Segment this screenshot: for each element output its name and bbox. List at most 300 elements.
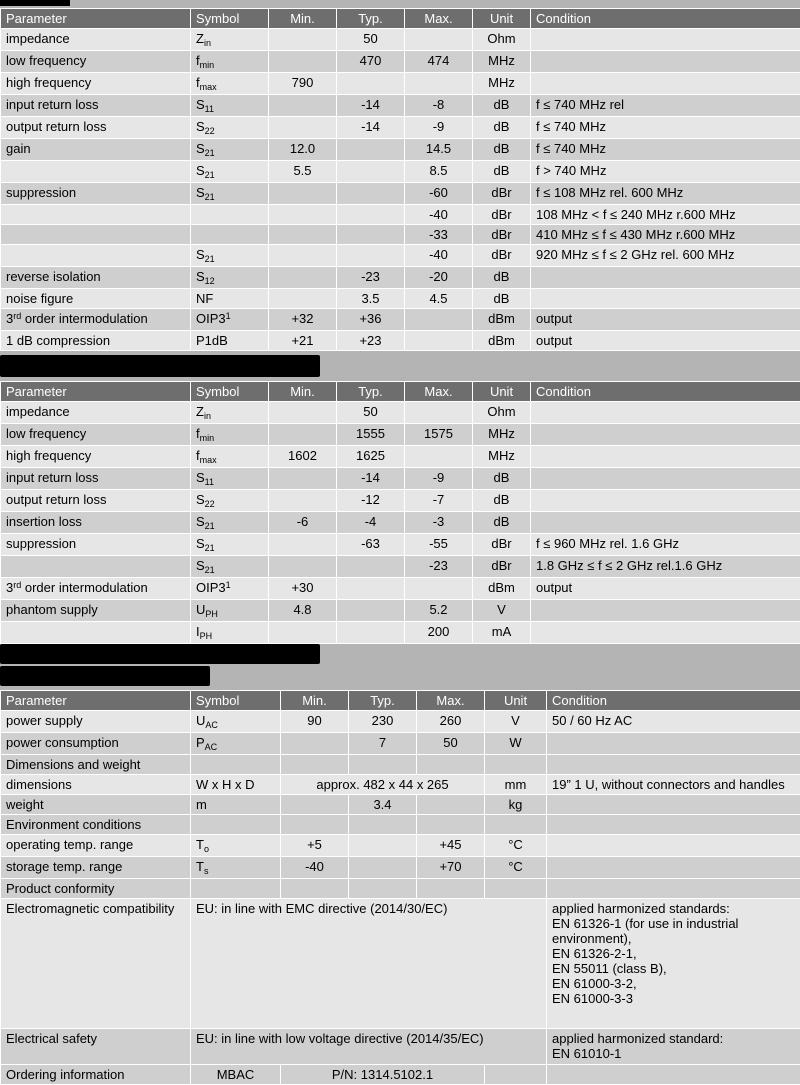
table-row <box>1 267 800 289</box>
cell-max: 14.5 <box>405 139 473 161</box>
cell-condition: f ≤ 108 MHz rel. 600 MHz <box>531 183 800 205</box>
cell-unit: MHz <box>473 424 531 446</box>
cell-condition: f ≤ 740 MHz <box>531 139 800 161</box>
cell-min: 12.0 <box>269 139 337 161</box>
cell-condition <box>531 446 800 468</box>
cell-symbol: W x H x D <box>191 775 281 795</box>
section-label: Environment conditions <box>1 815 191 835</box>
table-row <box>1 331 800 351</box>
cell-parameter: storage temp. range <box>1 857 191 879</box>
cell-typ <box>337 556 405 578</box>
cell-parameter: phantom supply <box>1 600 191 622</box>
cell-min: -6 <box>269 512 337 534</box>
cell-condition <box>531 289 800 309</box>
cell-unit: dBr <box>473 534 531 556</box>
section-header-row <box>1 815 800 835</box>
cell-parameter: high frequency <box>1 73 191 95</box>
cell-min <box>281 733 349 755</box>
cell-condition: f ≤ 960 MHz rel. 1.6 GHz <box>531 534 800 556</box>
section-label: Product conformity <box>1 879 191 899</box>
section-filler <box>349 879 417 899</box>
cell-symbol: $I_{PH}$ <box>191 622 269 644</box>
cell-max <box>405 29 473 51</box>
cell-symbol: $S_{21}$ <box>191 139 269 161</box>
cell-unit: W <box>485 733 547 755</box>
cell-max: 1575 <box>405 424 473 446</box>
cell-parameter: power supply <box>1 711 191 733</box>
cell-parameter: low frequency <box>1 424 191 446</box>
cell-symbol: $f_{max}$ <box>191 446 269 468</box>
cell-typ: 470 <box>337 51 405 73</box>
cell-min: 4.8 <box>269 600 337 622</box>
cell-condition: output <box>531 331 800 351</box>
cell-unit: MHz <box>473 51 531 73</box>
cell-parameter: input return loss <box>1 468 191 490</box>
col-max: Max. <box>417 691 485 711</box>
cell-parameter: noise figure <box>1 289 191 309</box>
cell-typ: -4 <box>337 512 405 534</box>
table-3-body <box>1 691 800 1085</box>
cell-condition <box>531 402 800 424</box>
cell-typ <box>337 161 405 183</box>
table-row <box>1 161 800 183</box>
cell-condition <box>531 490 800 512</box>
cell-typ: +23 <box>337 331 405 351</box>
cell-condition: 108 MHz < f ≤ 240 MHz r.600 MHz <box>531 205 800 225</box>
table-row <box>1 424 800 446</box>
cell-unit: dBm <box>473 578 531 600</box>
cell-max: 260 <box>417 711 485 733</box>
col-max: Max. <box>405 9 473 29</box>
cell-parameter: insertion loss <box>1 512 191 534</box>
cell-unit: V <box>473 600 531 622</box>
redaction-block <box>0 355 320 377</box>
cell-directive: EU: in line with low voltage directive (2014/35/EC) <box>191 1029 547 1065</box>
cell-parameter: 3rd order intermodulation <box>1 578 191 600</box>
cell-symbol: $Z_{in}$ <box>191 402 269 424</box>
table-row <box>1 29 800 51</box>
cell-unit: dB <box>473 161 531 183</box>
cell-min: 90 <box>281 711 349 733</box>
cell-typ: 3.4 <box>349 795 417 815</box>
cell-min <box>269 556 337 578</box>
table-row <box>1 556 800 578</box>
cell-parameter <box>1 205 191 225</box>
col-min: Min. <box>269 9 337 29</box>
table-row <box>1 622 800 644</box>
table-row <box>1 73 800 95</box>
table-row-dimensions <box>1 775 800 795</box>
cell-max: -23 <box>405 556 473 578</box>
cell-condition: f ≤ 740 MHz rel <box>531 95 800 117</box>
cell-min <box>281 795 349 815</box>
cell-parameter: Electromagnetic compatibility <box>1 899 191 1029</box>
cell-parameter: dimensions <box>1 775 191 795</box>
section-filler <box>191 879 281 899</box>
cell-condition <box>531 622 800 644</box>
table-2-body <box>1 382 800 644</box>
ordering-part-number: P/N: 1314.5102.1 <box>281 1065 485 1085</box>
cell-symbol: m <box>191 795 281 815</box>
cell-parameter <box>1 622 191 644</box>
col-unit: Unit <box>473 382 531 402</box>
cell-max: -9 <box>405 468 473 490</box>
cell-parameter: 1 dB compression <box>1 331 191 351</box>
cell-condition <box>531 51 800 73</box>
section-filler <box>485 879 547 899</box>
cell-typ: 50 <box>337 29 405 51</box>
cell-condition <box>547 795 800 815</box>
cell-condition <box>547 857 800 879</box>
table-row <box>1 51 800 73</box>
table-row <box>1 578 800 600</box>
cell-max: -55 <box>405 534 473 556</box>
cell-min <box>269 402 337 424</box>
cell-unit: dB <box>473 490 531 512</box>
cell-typ: 230 <box>349 711 417 733</box>
cell-parameter: output return loss <box>1 490 191 512</box>
redaction-block <box>0 644 320 664</box>
cell-typ: 3.5 <box>337 289 405 309</box>
cell-unit: dB <box>473 468 531 490</box>
cell-typ: -14 <box>337 117 405 139</box>
col-symbol: Symbol <box>191 691 281 711</box>
col-parameter: Parameter <box>1 691 191 711</box>
section-filler <box>191 755 281 775</box>
cell-parameter <box>1 225 191 245</box>
cell-typ: 50 <box>337 402 405 424</box>
cell-unit: °C <box>485 835 547 857</box>
col-condition: Condition <box>531 382 800 402</box>
cell-symbol: $S_{21}$ <box>191 245 269 267</box>
table-row-conformity <box>1 1029 800 1065</box>
table-row <box>1 225 800 245</box>
section-filler <box>417 879 485 899</box>
cell-condition <box>547 733 800 755</box>
cell-min <box>269 424 337 446</box>
cell-symbol: $S_{21}$ <box>191 512 269 534</box>
cell-typ <box>337 139 405 161</box>
cell-typ: 1555 <box>337 424 405 446</box>
table-row <box>1 490 800 512</box>
cell-typ: -63 <box>337 534 405 556</box>
cell-parameter: operating temp. range <box>1 835 191 857</box>
cell-symbol: $OIP3^1$ <box>191 309 269 331</box>
cell-typ: -23 <box>337 267 405 289</box>
section-filler <box>547 815 800 835</box>
col-unit: Unit <box>485 691 547 711</box>
table-row <box>1 183 800 205</box>
cell-parameter: Electrical safety <box>1 1029 191 1065</box>
redacted-heading-band-1 <box>0 351 800 381</box>
section-filler <box>281 815 349 835</box>
col-symbol: Symbol <box>191 382 269 402</box>
cell-unit: Ohm <box>473 402 531 424</box>
cell-symbol <box>191 225 269 245</box>
col-typ: Typ. <box>349 691 417 711</box>
cell-max: +70 <box>417 857 485 879</box>
cell-typ <box>337 205 405 225</box>
cell-parameter: impedance <box>1 402 191 424</box>
cell-min: 790 <box>269 73 337 95</box>
ordering-code: MBAC <box>191 1065 281 1085</box>
cell-condition <box>531 424 800 446</box>
cell-condition: output <box>531 309 800 331</box>
cell-parameter: reverse isolation <box>1 267 191 289</box>
table-row <box>1 512 800 534</box>
cell-min <box>269 95 337 117</box>
cell-unit: mm <box>485 775 547 795</box>
col-condition: Condition <box>547 691 800 711</box>
cell-unit: dBm <box>473 331 531 351</box>
col-typ: Typ. <box>337 9 405 29</box>
cell-standards: applied harmonized standard: EN 61010-1 <box>547 1029 800 1065</box>
top-redacted-band <box>0 0 800 8</box>
cell-min: 5.5 <box>269 161 337 183</box>
ordering-filler <box>547 1065 800 1085</box>
cell-max: 8.5 <box>405 161 473 183</box>
section-filler <box>191 815 281 835</box>
cell-typ: -12 <box>337 490 405 512</box>
table-row <box>1 534 800 556</box>
cell-typ <box>337 225 405 245</box>
cell-min <box>269 534 337 556</box>
cell-min <box>269 51 337 73</box>
cell-min <box>269 490 337 512</box>
table-1-body <box>1 9 800 351</box>
table-row <box>1 468 800 490</box>
cell-min: +32 <box>269 309 337 331</box>
cell-typ: 1625 <box>337 446 405 468</box>
cell-symbol: $f_{min}$ <box>191 51 269 73</box>
cell-typ <box>349 835 417 857</box>
cell-typ: -14 <box>337 468 405 490</box>
col-min: Min. <box>281 691 349 711</box>
table-row <box>1 205 800 225</box>
cell-symbol: $S_{12}$ <box>191 267 269 289</box>
section-filler <box>547 755 800 775</box>
section-filler <box>485 815 547 835</box>
cell-max: -7 <box>405 490 473 512</box>
cell-unit: mA <box>473 622 531 644</box>
cell-condition <box>531 600 800 622</box>
cell-condition: f > 740 MHz <box>531 161 800 183</box>
col-unit: Unit <box>473 9 531 29</box>
cell-min <box>269 117 337 139</box>
cell-typ <box>337 600 405 622</box>
cell-condition: 410 MHz ≤ f ≤ 430 MHz r.600 MHz <box>531 225 800 245</box>
col-parameter: Parameter <box>1 9 191 29</box>
cell-symbol: NF <box>191 289 269 309</box>
cell-typ <box>349 857 417 879</box>
cell-typ: 7 <box>349 733 417 755</box>
section-filler <box>349 755 417 775</box>
cell-max <box>405 446 473 468</box>
cell-symbol: $T_o$ <box>191 835 281 857</box>
cell-condition: f ≤ 740 MHz <box>531 117 800 139</box>
cell-parameter: low frequency <box>1 51 191 73</box>
section-filler <box>417 755 485 775</box>
cell-typ: +36 <box>337 309 405 331</box>
col-condition: Condition <box>531 9 800 29</box>
cell-min <box>269 245 337 267</box>
cell-min: +30 <box>269 578 337 600</box>
table-row <box>1 309 800 331</box>
cell-max <box>405 402 473 424</box>
cell-max: -9 <box>405 117 473 139</box>
table-row <box>1 835 800 857</box>
cell-condition <box>531 512 800 534</box>
section-filler <box>417 815 485 835</box>
cell-symbol: P1dB <box>191 331 269 351</box>
table-3-header-row <box>1 691 800 711</box>
table-row <box>1 117 800 139</box>
cell-unit: dBr <box>473 556 531 578</box>
cell-max <box>405 331 473 351</box>
cell-max: 474 <box>405 51 473 73</box>
cell-unit: Ohm <box>473 29 531 51</box>
table-row <box>1 711 800 733</box>
cell-symbol: $f_{max}$ <box>191 73 269 95</box>
cell-min <box>269 289 337 309</box>
cell-min <box>269 29 337 51</box>
ordering-label: Ordering information <box>1 1065 191 1085</box>
cell-max: 200 <box>405 622 473 644</box>
section-label: Dimensions and weight <box>1 755 191 775</box>
cell-symbol: $T_s$ <box>191 857 281 879</box>
section-header-row <box>1 879 800 899</box>
col-max: Max. <box>405 382 473 402</box>
cell-typ <box>337 73 405 95</box>
cell-max: -40 <box>405 245 473 267</box>
table-row <box>1 600 800 622</box>
cell-typ <box>337 622 405 644</box>
cell-max <box>417 795 485 815</box>
cell-max: -8 <box>405 95 473 117</box>
cell-symbol: $S_{11}$ <box>191 95 269 117</box>
table-row <box>1 402 800 424</box>
cell-condition: 920 MHz ≤ f ≤ 2 GHz rel. 600 MHz <box>531 245 800 267</box>
spec-table-1 <box>0 8 800 351</box>
cell-parameter: suppression <box>1 183 191 205</box>
cell-symbol: $OIP3^1$ <box>191 578 269 600</box>
cell-typ <box>337 245 405 267</box>
cell-unit: MHz <box>473 73 531 95</box>
section-filler <box>281 755 349 775</box>
cell-unit: dBm <box>473 309 531 331</box>
table-row <box>1 795 800 815</box>
cell-condition <box>531 73 800 95</box>
cell-max: -33 <box>405 225 473 245</box>
cell-unit: °C <box>485 857 547 879</box>
cell-max <box>405 73 473 95</box>
col-typ: Typ. <box>337 382 405 402</box>
cell-condition: output <box>531 578 800 600</box>
ordering-filler <box>485 1065 547 1085</box>
cell-unit: dB <box>473 267 531 289</box>
cell-unit: dBr <box>473 183 531 205</box>
cell-parameter: input return loss <box>1 95 191 117</box>
section-filler <box>485 755 547 775</box>
table-row <box>1 139 800 161</box>
cell-max <box>405 309 473 331</box>
cell-max: 50 <box>417 733 485 755</box>
cell-symbol: $S_{22}$ <box>191 117 269 139</box>
cell-symbol: $P_{AC}$ <box>191 733 281 755</box>
section-filler <box>547 879 800 899</box>
table-row <box>1 289 800 309</box>
cell-parameter <box>1 245 191 267</box>
cell-min <box>269 468 337 490</box>
cell-condition: 19” 1 U, without connectors and handles <box>547 775 800 795</box>
cell-parameter: output return loss <box>1 117 191 139</box>
ordering-information-row <box>1 1065 800 1085</box>
cell-parameter <box>1 556 191 578</box>
section-filler <box>349 815 417 835</box>
table-row <box>1 733 800 755</box>
cell-min <box>269 205 337 225</box>
cell-unit: dB <box>473 139 531 161</box>
cell-min: +21 <box>269 331 337 351</box>
cell-min: -40 <box>281 857 349 879</box>
cell-unit: dB <box>473 95 531 117</box>
table-row <box>1 446 800 468</box>
cell-condition <box>531 29 800 51</box>
cell-max: -60 <box>405 183 473 205</box>
cell-symbol: $S_{21}$ <box>191 183 269 205</box>
cell-condition <box>531 267 800 289</box>
cell-max: 4.5 <box>405 289 473 309</box>
redacted-heading-band-2 <box>0 644 800 690</box>
cell-max: +45 <box>417 835 485 857</box>
cell-unit: dB <box>473 512 531 534</box>
table-2-header-row <box>1 382 800 402</box>
cell-typ <box>337 183 405 205</box>
cell-symbol: $S_{21}$ <box>191 556 269 578</box>
cell-symbol: $S_{21}$ <box>191 534 269 556</box>
section-header-row <box>1 755 800 775</box>
cell-standards: applied harmonized standards: EN 61326-1 (for use in industrial environment), EN 61326-2-1, EN 55011 (class B), EN 61000-3-2, EN 61000-3-3 <box>547 899 800 1029</box>
table-1-header-row <box>1 9 800 29</box>
cell-symbol: $Z_{in}$ <box>191 29 269 51</box>
cell-min <box>269 622 337 644</box>
cell-parameter: high frequency <box>1 446 191 468</box>
cell-parameter: gain <box>1 139 191 161</box>
col-min: Min. <box>269 382 337 402</box>
cell-unit: dBr <box>473 205 531 225</box>
table-row-conformity <box>1 899 800 1029</box>
cell-parameter: suppression <box>1 534 191 556</box>
cell-dimensions-value: approx. 482 x 44 x 265 <box>281 775 485 795</box>
cell-min <box>269 267 337 289</box>
cell-min: +5 <box>281 835 349 857</box>
cell-symbol: $S_{21}$ <box>191 161 269 183</box>
col-parameter: Parameter <box>1 382 191 402</box>
cell-max <box>405 578 473 600</box>
table-row <box>1 245 800 267</box>
cell-directive: EU: in line with EMC directive (2014/30/EC) <box>191 899 547 1029</box>
cell-condition: 50 / 60 Hz AC <box>547 711 800 733</box>
cell-condition <box>547 835 800 857</box>
col-symbol: Symbol <box>191 9 269 29</box>
cell-condition <box>531 468 800 490</box>
cell-parameter: weight <box>1 795 191 815</box>
cell-symbol: $U_{PH}$ <box>191 600 269 622</box>
cell-min <box>269 183 337 205</box>
cell-unit: MHz <box>473 446 531 468</box>
redaction-block <box>0 666 210 686</box>
section-filler <box>281 879 349 899</box>
